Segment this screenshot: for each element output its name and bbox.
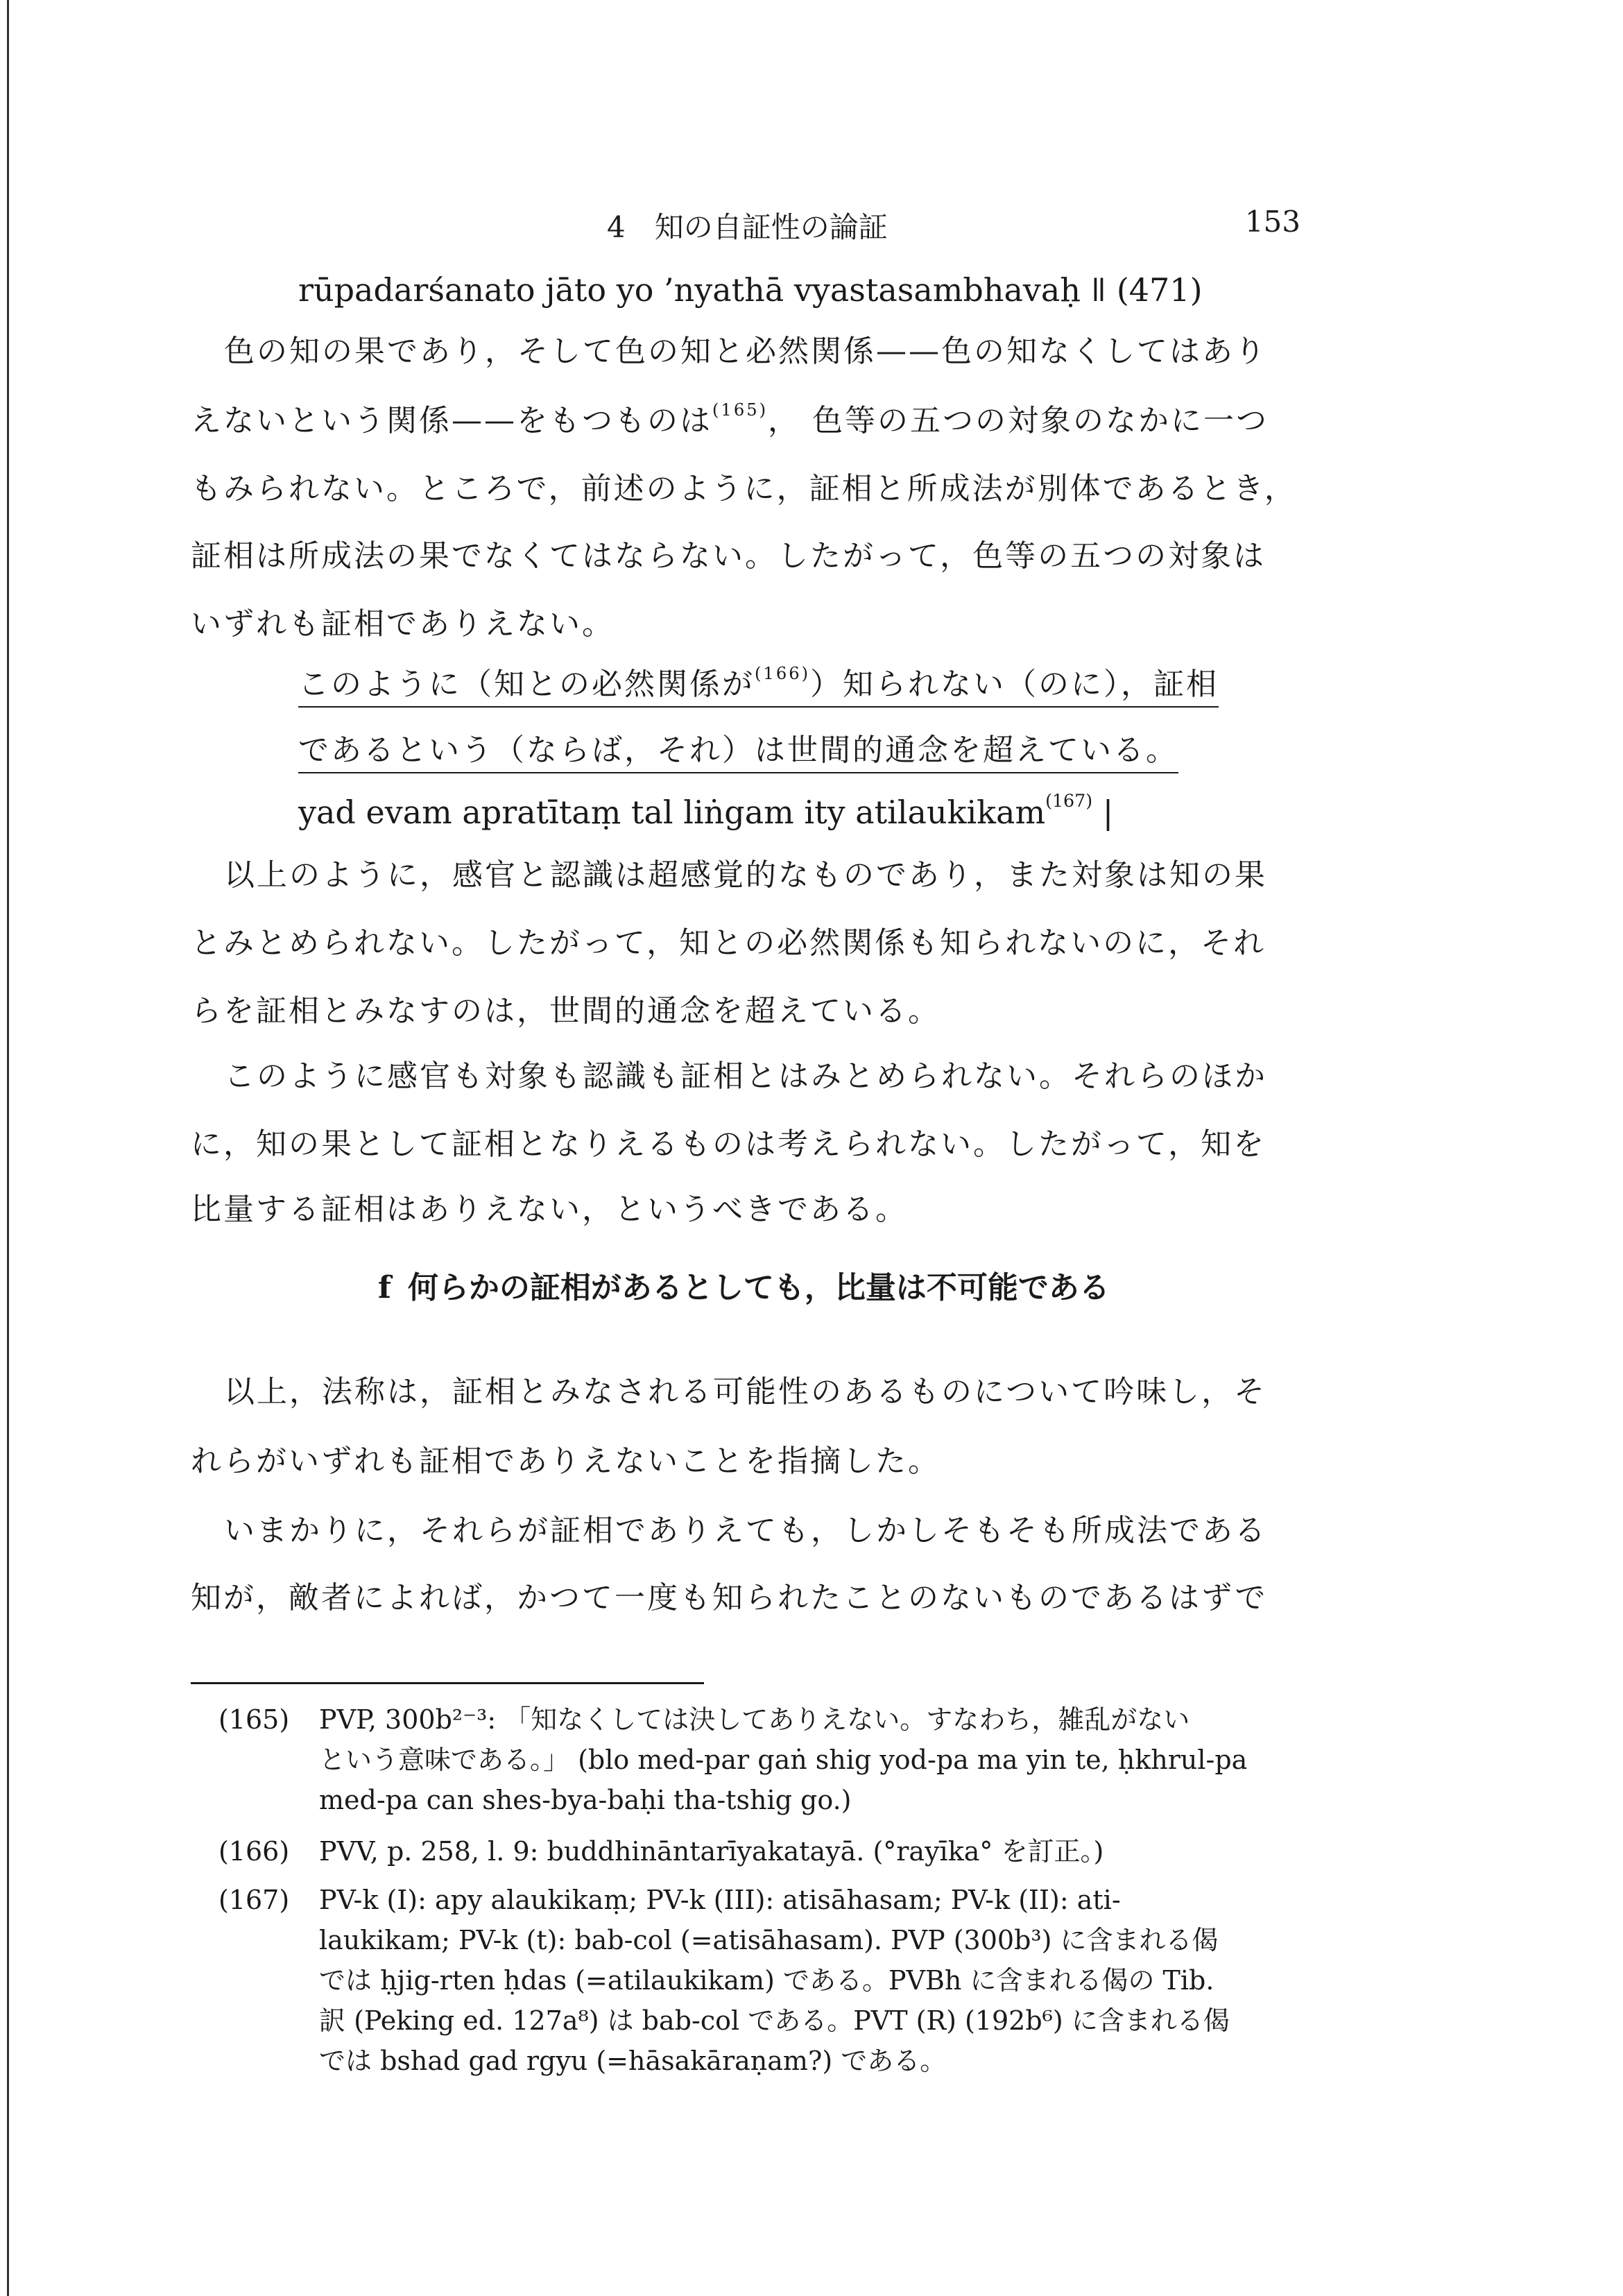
paragraph-line: このように感官も対象も認識も証相とはみとめられない。それらのほか xyxy=(224,1059,1267,1094)
paragraph-line xyxy=(191,400,1269,438)
paragraph-line: いずれも証相でありえない。 xyxy=(191,606,615,642)
footnote-line: 訳 (Peking ed. 127a⁸) は bab-col である。PVT (R) (192b⁶) に含まれる偈 xyxy=(319,2005,1230,2036)
page-number: 153 xyxy=(1244,205,1300,239)
text-span: このように（知との必然関係が xyxy=(298,667,755,702)
footnote-ref-167[interactable]: (167) xyxy=(1045,791,1093,811)
page-edge-line xyxy=(7,0,9,2296)
text-span: ， 色等の五つの対象のなかに一つ xyxy=(768,403,1269,438)
paragraph-line: に，知の果として証相となりえるものは考えられない。したがって，知を xyxy=(191,1126,1266,1162)
paragraph-line: もみられない。ところで，前述のように，証相と所成法が別体であるとき， xyxy=(191,471,1297,506)
footnote-body xyxy=(319,1880,1339,2081)
chapter-title: 4 知の自証性の論証 xyxy=(607,210,888,244)
footnote-body xyxy=(319,1831,1339,1871)
underlined-text xyxy=(298,664,1219,708)
footnote-line: PV-k (I): apy alaukikaṃ; PV-k (III): atisāhasam; PV-k (II): ati- xyxy=(319,1885,1121,1915)
underlined-text: であるという（ならば，それ）は世間的通念を超えている。 xyxy=(298,733,1178,773)
footnote-number: (165) xyxy=(218,1704,290,1735)
text-span: えないという関係——をもつものは xyxy=(191,403,712,438)
footnote-line: laukikam; PV-k (t): bab-col (=atisāhasam). PVP (300b³) に含まれる偈 xyxy=(319,1925,1219,1955)
footnote-line: PVV, p. 258, l. 9: buddhināntarīyakatayā. (°rayīka° を訂正。) xyxy=(319,1836,1104,1867)
paragraph-line: 比量する証相はありえない，というべきである。 xyxy=(191,1192,908,1227)
verse-translation-line xyxy=(298,664,1219,702)
paragraph-line: 証相は所成法の果でなくてはならない。したがって，色等の五つの対象は xyxy=(191,538,1266,574)
paragraph-line: 以上のように，感官と認識は超感覚的なものであり，また対象は知の果 xyxy=(224,857,1267,893)
paragraph-line: 以上，法称は，証相とみなされる可能性のあるものについて吟味し，そ xyxy=(224,1374,1267,1410)
footnote-line: では ḥjig-rten ḥdas (=atilaukikam) である。PVBh に含まれる偈の Tib. xyxy=(319,1965,1214,1996)
verse-translation-line xyxy=(298,735,1178,766)
paragraph-line: とみとめられない。したがって，知との必然関係も知られないのに，それ xyxy=(191,925,1266,961)
footnote-line: PVP, 300b²⁻³: 「知なくしては決してありえない。すなわち，雑乱がない xyxy=(319,1704,1190,1735)
verse-line-167 xyxy=(298,791,1114,831)
paragraph-line: 知が，敵者によれば，かつて一度も知られたことのないものであるはずで xyxy=(191,1580,1268,1616)
paragraph-line: いまかりに，それらが証相でありえても，しかしそもそも所成法である xyxy=(224,1513,1267,1548)
section-heading xyxy=(378,1262,1110,1307)
footnote-number: (167) xyxy=(218,1885,290,1915)
paragraph-line: らを証相とみなすのは，世間的通念を超えている。 xyxy=(191,993,941,1029)
running-header xyxy=(191,205,1342,246)
footnote-number: (166) xyxy=(218,1836,290,1867)
paragraph-line: れらがいずれも証相でありえないことを指摘した。 xyxy=(191,1443,941,1479)
verse-line-471: rūpadarśanato jāto yo ’nyathā vyastasambhavaḥ ǁ (471) xyxy=(298,271,1203,309)
section-title: 何らかの証相があるとしても，比量は不可能である xyxy=(407,1270,1110,1305)
text-span: ）知られない（のに），証相 xyxy=(810,667,1219,702)
footnote-separator xyxy=(191,1682,704,1684)
footnote-ref-166[interactable]: (166) xyxy=(755,664,811,683)
footnote-line: では bshad gad rgyu (=hāsakāraṇam?) である。 xyxy=(319,2046,947,2076)
document-page xyxy=(191,0,1342,2296)
section-letter: f xyxy=(378,1270,391,1305)
footnote-line: という意味である。」 (blo med-par gaṅ shig yod-pa ma yin te, ḥkhrul-pa xyxy=(319,1745,1248,1775)
footnote-body xyxy=(319,1699,1339,1820)
text-span: yad evam apratītaṃ tal liṅgam ity atilaukikam xyxy=(298,794,1046,831)
paragraph-line: 色の知の果であり，そして色の知と必然関係——色の知なくしてはあり xyxy=(224,334,1267,369)
footnote-ref-165[interactable]: (165) xyxy=(712,400,768,420)
text-span: | xyxy=(1092,794,1114,831)
footnote-line: med-pa can shes-bya-baḥi tha-tshig go.) xyxy=(319,1785,852,1815)
